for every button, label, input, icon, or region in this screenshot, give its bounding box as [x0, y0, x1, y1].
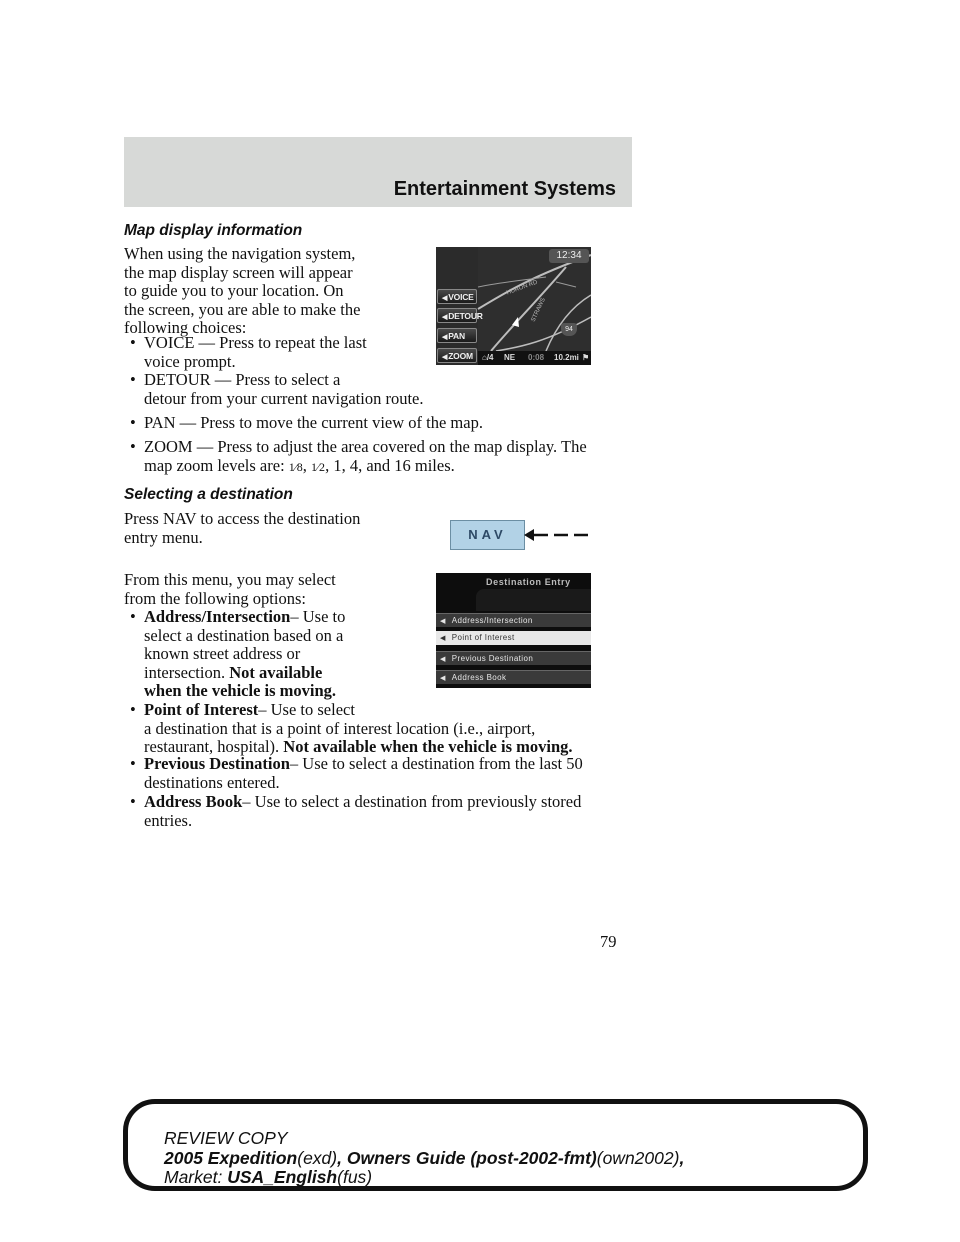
distance-remaining: 10.2mi: [554, 353, 579, 362]
menu-address-intersection[interactable]: ◀ Address/Intersection: [436, 613, 591, 627]
destination-heading: Selecting a destination: [124, 486, 293, 503]
triangle-left-icon: ◀: [442, 334, 448, 341]
zoom-button[interactable]: ◀ZOOM: [437, 348, 477, 363]
publication-line: 2005 Expedition(exd), Owners Guide (post-2002-fmt)(own2002),: [164, 1148, 685, 1168]
map-screen-figure: [436, 247, 591, 365]
nav-button[interactable]: NAV: [450, 520, 525, 550]
route-indicator: ⌂/4: [482, 353, 494, 362]
heading-indicator: NE: [504, 353, 516, 362]
section-title: Entertainment Systems: [393, 178, 616, 200]
voice-button[interactable]: ◀VOICE: [437, 289, 477, 304]
triangle-left-icon: ◀: [440, 675, 446, 682]
triangle-left-icon: ◀: [440, 656, 446, 663]
highway-shield-icon: 94: [561, 323, 577, 336]
destination-intro: Press NAV to access the destination entry menu.: [124, 509, 361, 547]
page-number: 79: [600, 932, 617, 951]
pan-button[interactable]: ◀PAN: [437, 328, 477, 343]
road-label: HURON RD: [505, 279, 539, 297]
map-status-bar: [478, 351, 591, 365]
triangle-left-icon: ◀: [440, 618, 446, 625]
triangle-left-icon: ◀: [442, 354, 448, 361]
triangle-left-icon: ◀: [440, 635, 446, 642]
menu-previous-destination[interactable]: ◀ Previous Destination: [436, 651, 591, 665]
menu-address-book[interactable]: ◀ Address Book: [436, 670, 591, 684]
bullet-point-of-interest: • Point of Interest– Use to select a destination that is a point of interest location (i.e., airport, restaurant, hospital). Not available when the vehicle is moving.: [130, 700, 573, 756]
bullet-previous-destination: • Previous Destination– Use to select a destination from the last 50 destinations entered.: [130, 754, 583, 792]
menu-point-of-interest[interactable]: ◀ Point of Interest: [436, 631, 591, 645]
bullet-voice: • VOICE — Press to repeat the last voice prompt.: [130, 333, 367, 371]
review-copy-label: REVIEW COPY: [164, 1128, 288, 1148]
bullet-zoom: • ZOOM — Press to adjust the area covered on the map display. The map zoom levels are: 1⁄8, 1⁄2, 1, 4, and 16 miles.: [130, 437, 587, 475]
market-line: Market: USA_English(fus): [164, 1167, 373, 1187]
destination-entry-title: Destination Entry: [486, 577, 571, 587]
review-copy-box: [123, 1099, 868, 1191]
screen-panel: [476, 589, 591, 611]
triangle-left-icon: ◀: [442, 314, 448, 321]
destination-entry-screen: [436, 573, 591, 688]
from-menu-text: From this menu, you may select from the following options:: [124, 570, 336, 608]
bullet-address-intersection: • Address/Intersection– Use to select a destination based on a known street address or intersection. Not available when the vehicle is moving.: [130, 607, 346, 700]
detour-button[interactable]: ◀DETOUR: [437, 308, 477, 323]
header-band: [124, 137, 632, 207]
time-remaining: 0:08: [528, 353, 545, 362]
clock-display: 12:34: [549, 249, 589, 263]
flag-icon: ⚑: [582, 353, 590, 362]
street-label: STRAWS: [530, 297, 547, 323]
map-display-heading: Map display information: [124, 222, 303, 239]
bullet-detour: • DETOUR — Press to select a detour from your current navigation route.: [130, 370, 424, 408]
bullet-pan: • PAN — Press to move the current view of the map.: [130, 413, 483, 432]
triangle-left-icon: ◀: [442, 295, 448, 302]
map-display-intro: When using the navigation system, the map display screen will appear to guide you to your location. On the screen, you are able to make the following choices:: [124, 244, 361, 337]
pointer-arrow-icon: [524, 525, 592, 545]
bullet-address-book: • Address Book– Use to select a destination from previously stored entries.: [130, 792, 582, 830]
